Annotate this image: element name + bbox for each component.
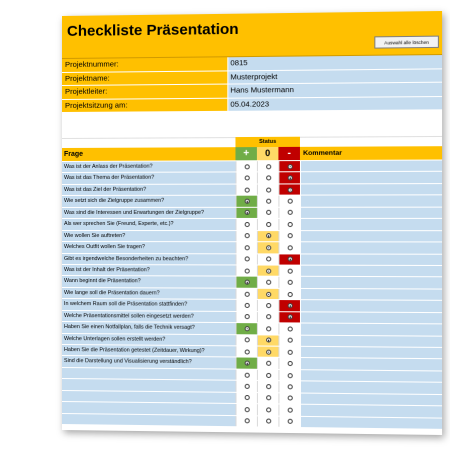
status-radio-zero[interactable] [266,291,271,296]
status-radio-zero[interactable] [266,222,271,227]
question-text [62,368,235,380]
status-cell-minus [278,219,300,230]
status-radio-zero[interactable] [266,280,271,285]
comment-cell[interactable] [300,289,442,300]
status-radio-minus[interactable] [287,291,292,296]
project-number-cell[interactable]: 0815 [228,55,442,70]
status-cell-minus [278,416,300,427]
status-cell-plus [235,242,256,253]
status-radio-plus[interactable] [244,349,249,354]
status-radio-minus[interactable] [287,361,292,366]
status-radio-minus[interactable] [287,164,292,169]
status-cell-plus [235,369,256,380]
status-radio-minus[interactable] [287,408,292,413]
status-cell-zero [257,323,279,334]
status-cell-minus [278,184,300,195]
status-cell-plus [235,289,256,300]
question-text: Welches Outfit wollen Sie tragen? [62,242,235,253]
status-radio-minus[interactable] [287,373,292,378]
status-radio-zero[interactable] [266,315,271,320]
status-radio-zero[interactable] [266,176,271,181]
status-radio-plus[interactable] [244,199,249,204]
question-text: Gibt es irgendwelche Besonderheiten zu beachten? [62,254,235,265]
status-cell-plus [235,254,256,265]
status-cell-zero [257,393,279,404]
column-header-kommentar: Kommentar [300,146,442,160]
status-cell-plus [235,335,256,346]
status-cell-zero [257,312,279,323]
column-header-zero: 0 [257,147,279,160]
status-cell-zero [257,173,279,184]
status-cell-zero [257,358,279,369]
status-radio-minus[interactable] [287,315,292,320]
column-header-minus: - [278,147,300,160]
status-radio-plus[interactable] [244,372,249,377]
status-cell-zero [257,347,279,358]
comment-cell[interactable] [300,312,442,323]
comment-cell[interactable] [300,358,442,370]
status-cell-plus [235,161,256,172]
status-radio-zero[interactable] [266,419,271,424]
table-row [62,172,442,185]
status-radio-minus[interactable] [287,338,292,343]
status-radio-zero[interactable] [266,373,271,378]
status-radio-zero[interactable] [266,187,271,192]
status-cell-zero [257,370,279,381]
status-radio-plus[interactable] [244,176,249,181]
status-radio-minus[interactable] [287,303,292,308]
status-cell-minus [278,196,300,207]
comment-cell[interactable] [300,254,442,265]
status-cell-minus [278,231,300,242]
status-cell-zero [257,289,279,300]
question-text [62,402,235,415]
table-row [62,254,442,266]
status-radio-minus[interactable] [287,350,292,355]
status-radio-zero[interactable] [266,257,271,262]
question-text: Was sind die Interessen und Erwartungen der Zielgruppe? [62,208,235,219]
status-cell-plus [235,393,256,404]
status-cell-minus [278,161,300,172]
status-radio-minus[interactable] [287,384,292,389]
question-text: Haben Sie die Präsentation getestet (Zeitdauer, Wirkung)? [62,345,235,357]
status-radio-plus[interactable] [244,222,249,227]
status-cell-zero [257,231,279,242]
table-row [62,219,442,231]
status-radio-plus[interactable] [244,419,249,424]
question-rows [62,161,442,430]
comment-cell[interactable] [300,184,442,195]
status-cell-zero [257,219,279,230]
status-cell-plus [235,277,256,288]
status-radio-zero[interactable] [266,268,271,273]
status-radio-zero[interactable] [266,396,271,401]
status-radio-zero[interactable] [266,407,271,412]
info-label: Projektleiter: [62,85,228,99]
status-radio-minus[interactable] [287,222,292,227]
question-text: Welche Präsentationsmittel sollen eingesetzt werden? [62,311,235,323]
status-cell-zero [257,184,279,195]
question-text [62,391,235,403]
comment-cell[interactable] [300,417,442,429]
clear-all-button[interactable]: Auswahl alle löschen [374,36,439,49]
column-header-row [62,146,442,161]
status-cell-minus [278,173,300,184]
comment-cell[interactable] [300,231,442,242]
status-radio-zero[interactable] [266,361,271,366]
status-cell-zero [257,381,279,392]
status-cell-minus [278,323,300,334]
status-radio-plus[interactable] [244,384,249,389]
status-cell-plus [235,219,256,230]
info-label: Projektsitzung am: [62,98,228,112]
question-text: In welchem Raum soll die Präsentation stattfinden? [62,299,235,310]
status-cell-zero [257,265,279,276]
status-radio-minus[interactable] [287,326,292,331]
question-text [62,414,235,427]
status-cell-minus [278,242,300,253]
table-row [62,242,442,254]
comment-cell[interactable] [300,300,442,311]
status-radio-minus[interactable] [287,175,292,180]
question-text: Wie setzt sich die Zielgruppe zusammen? [62,196,235,207]
status-radio-minus[interactable] [287,245,292,250]
status-cell-zero [257,254,279,265]
status-cell-minus [278,289,300,300]
status-cell-zero [257,242,279,253]
status-cell-minus [278,347,300,358]
status-radio-plus[interactable] [244,268,249,273]
meeting-date-cell[interactable]: 05.04.2023 [228,97,442,111]
status-cell-minus [278,405,300,416]
status-cell-plus [235,173,256,184]
info-label: Projektnummer: [62,57,228,71]
comment-cell[interactable] [300,161,442,172]
status-cell-minus [278,277,300,288]
status-cell-zero [257,196,279,207]
status-cell-minus [278,335,300,346]
status-radio-minus[interactable] [287,199,292,204]
question-text: Wie wollen Sie auftreten? [62,231,235,242]
status-cell-plus [235,404,256,415]
status-radio-minus[interactable] [287,280,292,285]
status-cell-minus [278,358,300,369]
comment-cell[interactable] [300,382,442,394]
status-header: Status [235,137,300,147]
status-cell-minus [278,370,300,381]
comment-cell[interactable] [300,335,442,347]
status-radio-zero[interactable] [266,245,271,250]
table-row [62,196,442,208]
status-cell-minus [278,300,300,311]
status-cell-minus [278,312,300,323]
status-cell-minus [278,208,300,219]
comment-cell[interactable] [300,219,442,230]
question-text: Wie lange soll die Präsentation dauern? [62,288,235,299]
status-radio-zero[interactable] [266,338,271,343]
status-cell-plus [235,312,256,323]
status-radio-plus[interactable] [244,338,249,343]
table-row [62,184,442,196]
column-header-frage: Frage [62,147,235,161]
question-text: Haben Sie einen Notfallplan, falls die Technik versagt? [62,322,235,334]
status-radio-zero[interactable] [266,199,271,204]
status-radio-plus[interactable] [244,164,249,169]
status-radio-plus[interactable] [244,326,249,331]
status-radio-zero[interactable] [266,233,271,238]
table-row [62,207,442,219]
info-label: Projektname: [62,71,228,85]
checklist-sheet [62,11,442,435]
status-cell-zero [257,416,279,427]
status-radio-zero[interactable] [266,303,271,308]
status-radio-plus[interactable] [244,257,249,262]
sheet-title: Checkliste Präsentation [66,20,239,40]
status-radio-minus[interactable] [287,210,292,215]
status-radio-plus[interactable] [244,407,249,412]
status-cell-zero [257,335,279,346]
status-radio-zero[interactable] [266,164,271,169]
comment-cell[interactable] [300,324,442,336]
status-radio-minus[interactable] [287,268,292,273]
status-cell-plus [235,265,256,276]
question-text [62,379,235,391]
status-cell-plus [235,208,256,219]
status-cell-plus [235,196,256,207]
status-radio-zero[interactable] [266,210,271,215]
project-lead-cell[interactable]: Hans Mustermann [228,83,442,97]
comment-cell[interactable] [300,277,442,288]
status-cell-zero [257,300,279,311]
project-name-cell[interactable]: Musterprojekt [228,69,442,84]
status-radio-plus[interactable] [244,303,249,308]
status-radio-zero[interactable] [266,326,271,331]
project-info [62,55,442,113]
comment-cell[interactable] [300,207,442,218]
status-cell-plus [235,416,256,427]
status-radio-minus[interactable] [287,419,292,424]
question-text: Was ist der Inhalt der Präsentation? [62,265,235,276]
header-bar [62,11,442,59]
status-radio-plus[interactable] [244,233,249,238]
status-cell-minus [278,254,300,265]
question-text: Als wer sprechen Sie (Freund, Experte, etc.)? [62,219,235,230]
comment-cell[interactable] [300,196,442,207]
comment-cell[interactable] [300,172,442,183]
status-radio-zero[interactable] [266,349,271,354]
status-cell-zero [257,161,279,172]
comment-cell[interactable] [300,370,442,382]
status-radio-plus[interactable] [244,314,249,319]
question-text: Wann beginnt die Präsentation? [62,276,235,287]
status-radio-minus[interactable] [287,187,292,192]
status-cell-minus [278,393,300,404]
status-cell-zero [257,404,279,415]
status-cell-zero [257,277,279,288]
status-radio-minus[interactable] [287,257,292,262]
status-cell-plus [235,381,256,392]
status-cell-plus [235,231,256,242]
comment-cell[interactable] [300,347,442,359]
status-radio-minus[interactable] [287,233,292,238]
status-radio-minus[interactable] [287,396,292,401]
status-radio-plus[interactable] [244,361,249,366]
status-cell-plus [235,184,256,195]
table-row [62,231,442,243]
status-cell-zero [257,208,279,219]
status-cell-plus [235,300,256,311]
question-text: Was ist der Anlass der Präsentation? [62,161,235,172]
comment-cell[interactable] [300,393,442,405]
question-text: Was ist das Thema der Präsentation? [62,173,235,184]
question-text: Welche Unterlagen sollen erstellt werden? [62,334,235,346]
status-cell-minus [278,266,300,277]
status-radio-plus[interactable] [244,395,249,400]
column-header-plus: + [235,147,256,160]
status-cell-plus [235,346,256,357]
status-radio-plus[interactable] [244,291,249,296]
status-cell-plus [235,323,256,334]
status-cell-plus [235,358,256,369]
status-radio-plus[interactable] [244,280,249,285]
info-row [62,97,442,113]
comment-cell[interactable] [300,266,442,277]
status-radio-plus[interactable] [244,187,249,192]
status-cell-minus [278,381,300,392]
comment-cell[interactable] [300,242,442,253]
question-text: Was ist das Ziel der Präsentation? [62,184,235,195]
question-text: Sind die Darstellung und Visualisierung verständlich? [62,356,235,368]
status-radio-plus[interactable] [244,245,249,250]
comment-cell[interactable] [300,405,442,417]
status-radio-zero[interactable] [266,384,271,389]
status-radio-plus[interactable] [244,210,249,215]
